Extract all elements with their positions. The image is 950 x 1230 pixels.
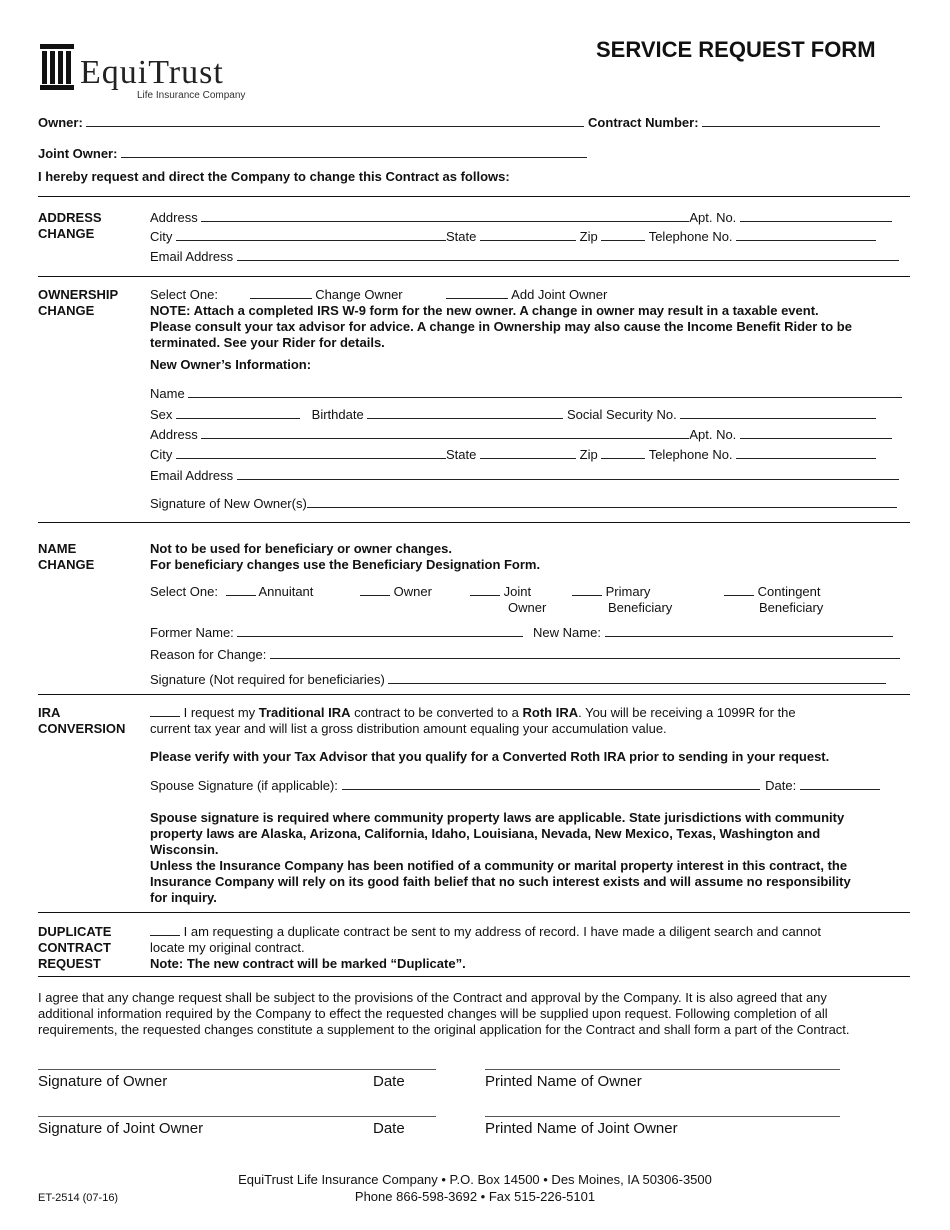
contingent-option-label: Contingent — [757, 584, 821, 599]
primary-beneficiary-option — [572, 584, 672, 616]
new-owner-city-row — [150, 447, 876, 462]
joint-option-label: Joint — [503, 584, 532, 599]
add-joint-owner-checkbox[interactable] — [446, 288, 508, 299]
ownership-note: NOTE: Attach a completed IRS W-9 form for the new owner. A change in owner may result in a taxable event. Please consult your tax advisor for advice. A change in Ownership may also cause the Income Benefit Rider to be terminated. See your Rider for details. — [150, 303, 852, 350]
new-owner-state-field[interactable] — [480, 448, 576, 459]
state-field[interactable] — [480, 230, 576, 241]
birthdate-field[interactable] — [367, 408, 563, 419]
joint-owner-option — [470, 584, 546, 616]
divider — [38, 976, 910, 977]
contingent-option-label-2: Beneficiary — [759, 600, 824, 615]
joint-owner-checkbox[interactable] — [470, 585, 500, 596]
owner-option — [360, 584, 432, 599]
change-owner-checkbox[interactable] — [250, 288, 312, 299]
change-owner-label: Change Owner — [315, 287, 403, 302]
reason-row — [150, 647, 900, 662]
divider — [38, 276, 910, 277]
divider — [38, 196, 910, 197]
request-intro: I hereby request and direct the Company to change this Contract as follows: — [38, 169, 510, 184]
add-joint-owner-label: Add Joint Owner — [511, 287, 608, 302]
name-label: Name — [150, 386, 185, 401]
signature-owner-label: Signature of Owner — [38, 1073, 168, 1090]
reason-label: Reason for Change: — [150, 647, 267, 662]
ira-verify: Please verify with your Tax Advisor that you qualify for a Converted Roth IRA prior to sending in your request. — [150, 749, 830, 764]
new-name-field[interactable] — [605, 626, 893, 637]
new-owner-info-heading: New Owner’s Information: — [150, 357, 312, 372]
owner-checkbox[interactable] — [360, 585, 390, 596]
new-owner-name-row — [150, 386, 902, 401]
spouse-signature-note: Spouse signature is required where community property laws are applicable. State jurisdictions with community property laws are Alaska, Arizona, California, Idaho, Louisiana, Nevada, New Mexico, Texas, Washington and Wisconsin. Unless the Insurance Company has been notified of a community or marital property interest in this contract, the Insurance Company will rely on its good faith belief that no such interest exists and will assume no responsibility for inquiry. — [150, 810, 851, 905]
new-owner-telephone-field[interactable] — [736, 448, 876, 459]
address-label: Address — [150, 427, 198, 442]
spouse-signature-label: Spouse Signature (if applicable): — [150, 778, 338, 793]
spouse-signature-row — [150, 778, 880, 793]
duplicate-request: I am requesting a duplicate contract be sent to my address of record. I have made a diligent search and cannot locate my original contract. Note: The new contract will be marked “Duplicate”. — [150, 924, 821, 971]
owner-printed-name-line[interactable] — [485, 1069, 840, 1070]
select-one-label: Select One: — [150, 287, 218, 302]
zip-field[interactable] — [601, 230, 645, 241]
form-code: ET-2514 (07-16) — [38, 1192, 119, 1204]
joint-owner-signature-line[interactable] — [38, 1116, 436, 1117]
joint-owner-row — [38, 146, 587, 161]
logo-subtitle: Life Insurance Company — [137, 90, 246, 101]
new-owner-signature-row — [150, 496, 897, 511]
contract-number-label: Contract Number: — [588, 115, 699, 130]
divider — [38, 522, 910, 523]
spouse-date-field[interactable] — [800, 779, 880, 790]
telephone-label: Telephone No. — [648, 229, 733, 244]
primary-option-label: Primary — [605, 584, 651, 599]
name-change-signature-field[interactable] — [388, 673, 886, 684]
email-row — [150, 249, 899, 264]
name-change-signature-label: Signature (Not required for beneficiaries) — [150, 672, 385, 687]
name-change-title: NAME CHANGE — [38, 541, 95, 572]
ownership-select-row — [150, 287, 607, 302]
duplicate-contract-title: DUPLICATE CONTRACT REQUEST — [38, 924, 112, 971]
owner-option-label: Owner — [393, 584, 432, 599]
ownership-change-title: OWNERSHIP CHANGE — [38, 287, 119, 318]
agreement-text: I agree that any change request shall be subject to the provisions of the Contract and approval by the Company. It is also agreed that any additional information required by the Company to effect the requested changes will be supplied upon request. Following completion of all requirements, the requested changes constitute a supplement to the original application for the Contract and shall form a part of the Contract. — [38, 990, 850, 1037]
new-owner-signature-label: Signature of New Owner(s) — [150, 496, 307, 511]
zip-label: Zip — [579, 447, 598, 462]
primary-option-label-2: Beneficiary — [608, 600, 673, 615]
logo — [40, 42, 270, 104]
address-label: Address — [150, 210, 198, 225]
address-row — [150, 210, 892, 225]
ira-request: I request my Traditional IRA contract to be converted to a Roth IRA. You will be receiving a 1099R for the current tax year and will list a gross distribution amount equaling your accumulation value. — [150, 705, 796, 736]
joint-owner-label: Joint Owner: — [38, 146, 118, 161]
spouse-date-label: Date: — [765, 778, 797, 793]
date-label: Date — [373, 1073, 405, 1090]
contingent-beneficiary-option — [724, 584, 823, 616]
logo-wordmark: EquiTrust — [80, 54, 224, 91]
owner-signature-line[interactable] — [38, 1069, 436, 1070]
footer-address: EquiTrust Life Insurance Company • P.O. Box 14500 • Des Moines, IA 50306-3500 — [238, 1172, 712, 1187]
sex-label: Sex — [150, 407, 173, 422]
owner-label: Owner: — [38, 115, 83, 130]
new-owner-sex-row — [150, 407, 876, 422]
city-label: City — [150, 229, 173, 244]
former-name-field[interactable] — [237, 626, 523, 637]
state-label: State — [446, 447, 477, 462]
annuitant-checkbox[interactable] — [226, 585, 256, 596]
owner-row — [38, 115, 880, 130]
pillar-logo-icon — [40, 44, 74, 90]
former-name-label: Former Name: — [150, 625, 234, 640]
email-label: Email Address — [150, 249, 234, 264]
state-label: State — [446, 229, 477, 244]
annuitant-label: Annuitant — [258, 584, 314, 599]
new-owner-email-field[interactable] — [237, 469, 899, 480]
ssn-label: Social Security No. — [566, 407, 677, 422]
address-field[interactable] — [201, 211, 689, 222]
name-change-note: Not to be used for beneficiary or owner changes. For beneficiary changes use the Beneficiary Designation Form. — [150, 541, 541, 572]
name-change-signature-row — [150, 672, 886, 687]
name-change-select-row — [150, 584, 313, 599]
signature-joint-owner-label: Signature of Joint Owner — [38, 1120, 204, 1137]
select-one-label: Select One: — [150, 584, 218, 599]
email-label: Email Address — [150, 468, 234, 483]
owner-field[interactable] — [86, 116, 584, 127]
ira-conversion-checkbox[interactable] — [150, 706, 180, 717]
divider — [38, 694, 910, 695]
joint-owner-printed-name-line[interactable] — [485, 1116, 840, 1117]
telephone-label: Telephone No. — [648, 447, 733, 462]
form-title: SERVICE REQUEST FORM — [596, 37, 876, 62]
joint-option-label-2: Owner — [508, 600, 547, 615]
new-name-label: New Name: — [533, 625, 601, 640]
apt-field[interactable] — [740, 211, 892, 222]
spouse-signature-field[interactable] — [342, 779, 760, 790]
city-field[interactable] — [176, 230, 446, 241]
city-label: City — [150, 447, 173, 462]
divider — [38, 912, 910, 913]
ira-conversion-title: IRA CONVERSION — [38, 705, 126, 736]
joint-owner-field[interactable] — [121, 147, 587, 158]
primary-beneficiary-checkbox[interactable] — [572, 585, 602, 596]
printed-owner-label: Printed Name of Owner — [485, 1073, 642, 1090]
apt-label: Apt. No. — [689, 427, 737, 442]
email-field[interactable] — [237, 250, 899, 261]
zip-label: Zip — [579, 229, 598, 244]
date-label: Date — [373, 1120, 405, 1137]
printed-joint-owner-label: Printed Name of Joint Owner — [485, 1120, 678, 1137]
new-owner-zip-field[interactable] — [601, 448, 645, 459]
new-owner-name-field[interactable] — [188, 387, 902, 398]
birthdate-label: Birthdate — [311, 407, 364, 422]
contract-number-field[interactable] — [702, 116, 880, 127]
apt-label: Apt. No. — [689, 210, 737, 225]
former-name-row — [150, 625, 893, 640]
footer-phone: Phone 866-598-3692 • Fax 515-226-5101 — [354, 1189, 596, 1204]
sex-field[interactable] — [176, 408, 300, 419]
ssn-field[interactable] — [680, 408, 876, 419]
telephone-field[interactable] — [736, 230, 876, 241]
contingent-beneficiary-checkbox[interactable] — [724, 585, 754, 596]
footer-contact — [0, 1171, 950, 1205]
new-owner-apt-field[interactable] — [740, 428, 892, 439]
address-change-title: ADDRESS CHANGE — [38, 210, 102, 241]
new-owner-signature-field[interactable] — [307, 497, 897, 508]
new-owner-email-row — [150, 468, 899, 483]
new-owner-address-row — [150, 427, 892, 442]
city-row — [150, 229, 876, 244]
reason-field[interactable] — [270, 648, 900, 659]
new-owner-city-field[interactable] — [176, 448, 446, 459]
new-owner-address-field[interactable] — [201, 428, 689, 439]
duplicate-contract-checkbox[interactable] — [150, 925, 180, 936]
